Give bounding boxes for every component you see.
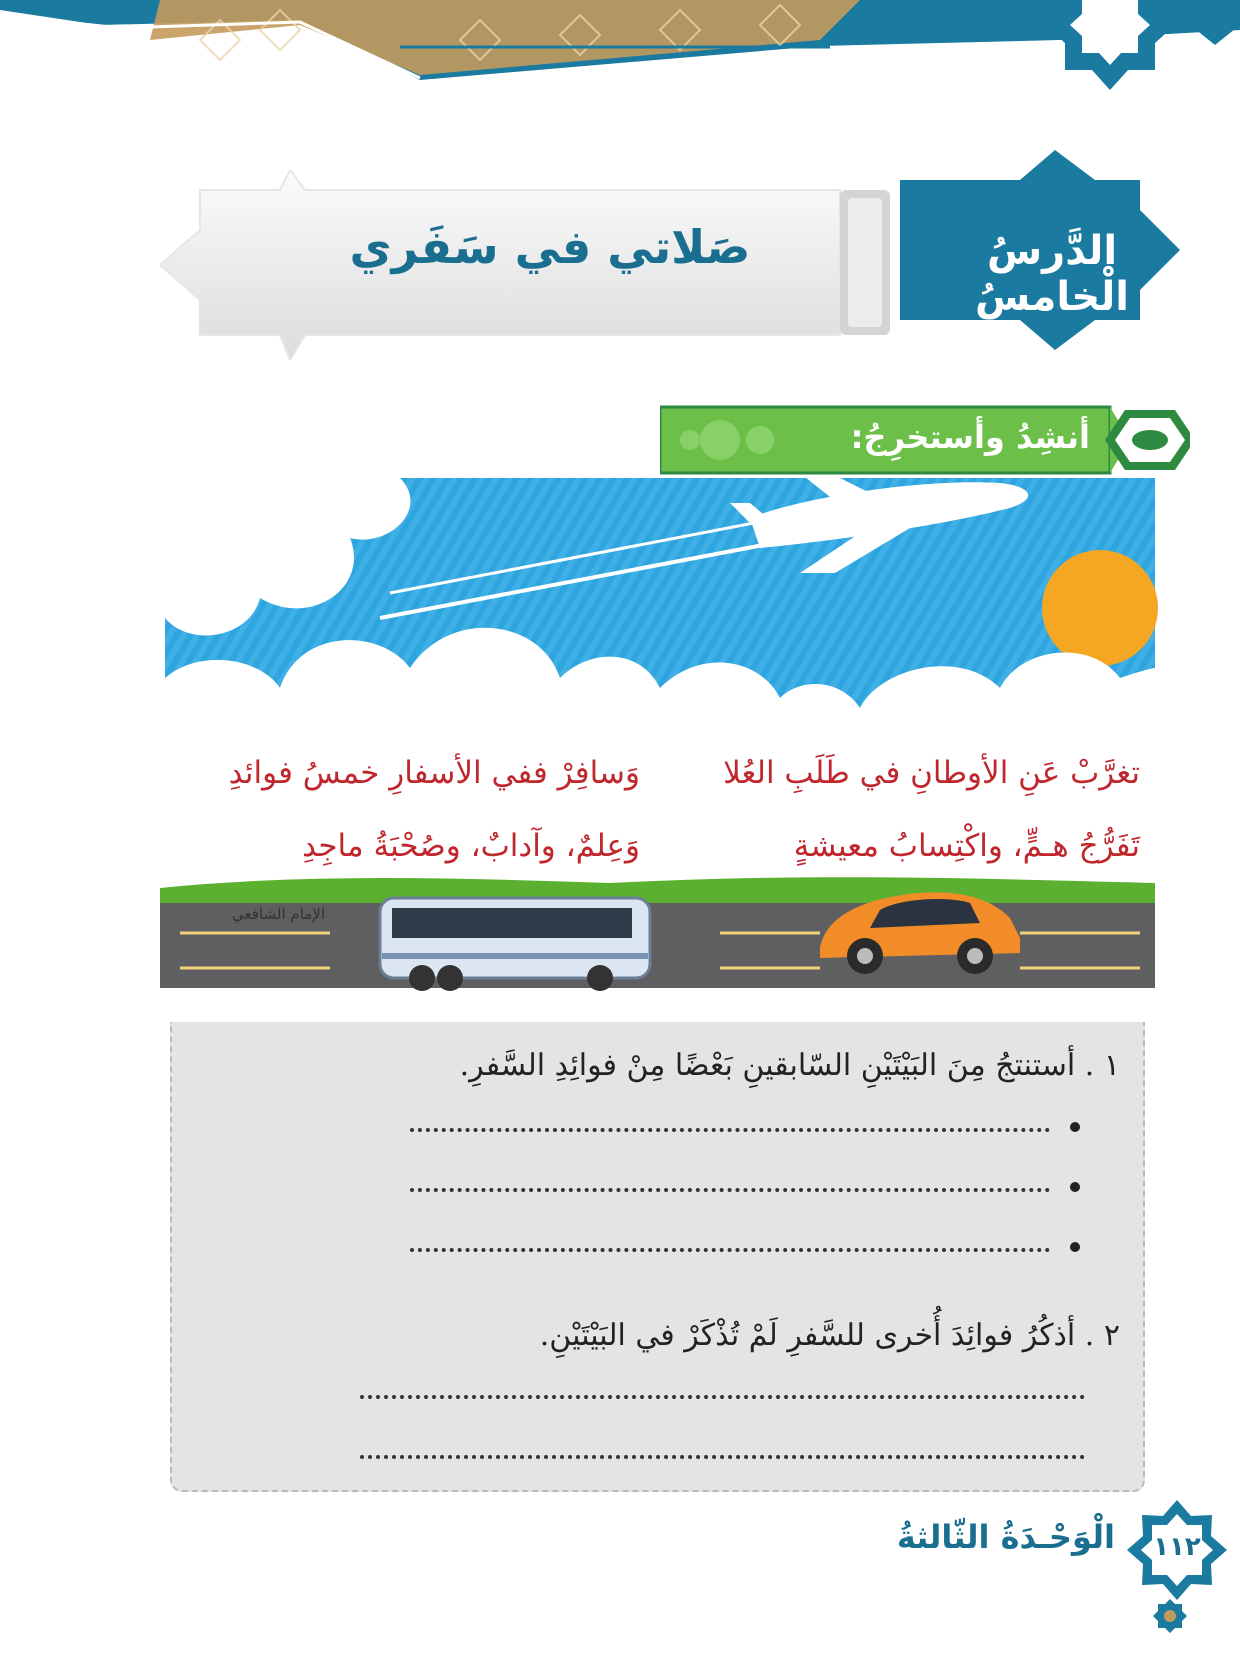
section-ornament-icon (1105, 410, 1190, 470)
section-title: أنشِدُ وأستخرِجُ: (850, 418, 1090, 456)
bus-icon (380, 898, 650, 991)
poem-verse-2-second-half: وَعِلمٌ، وآدابٌ، وصُحْبَةُ ماجِدِ (302, 828, 640, 864)
question-2 (540, 1318, 1120, 1353)
question-2-text: أذكُرُ فوائِدَ أُخرى للسَّفرِ لَمْ تُذْكَرْ في البَيْتَيْنِ. (539, 1318, 1076, 1353)
poet-name: الإمام الشافعي (232, 905, 325, 923)
top-star-ornament (1045, 0, 1175, 90)
answer-line-1[interactable] (410, 1128, 1050, 1132)
answer-line-4[interactable] (360, 1395, 1085, 1399)
unit-label: الْوَحْـدَةُ الثّالثةُ (896, 1518, 1115, 1556)
question-1 (460, 1048, 1120, 1083)
lesson-number-label: الدَّرسُ الْخامسُ (975, 228, 1129, 320)
answer-line-3[interactable] (410, 1248, 1050, 1252)
small-star-icon (1152, 1598, 1188, 1634)
travel-illustration (160, 478, 1160, 1023)
answer-bullet (1070, 1242, 1080, 1252)
answer-bullet (1070, 1122, 1080, 1132)
answer-line-2[interactable] (410, 1188, 1050, 1192)
question-2-number: ٢ . (1084, 1318, 1120, 1353)
answer-bullet (1070, 1182, 1080, 1192)
question-1-number: ١ . (1084, 1048, 1120, 1083)
poem-verse-1-second-half: وَسافِرْ ففي الأسفارِ خمسُ فوائدِ (228, 755, 640, 791)
lesson-title: صَلاتي في سَفَري (349, 220, 751, 274)
poem-verse-2-first-half: تَفَرُّجُ هـمٍّ، واكْتِسابُ معيشةٍ (793, 828, 1140, 864)
page-number: ١١٢ (1153, 1532, 1201, 1562)
poem-verse-1-first-half: تغرَّبْ عَنِ الأوطانِ في طَلَبِ العُلا (723, 755, 1140, 791)
question-1-text: أستنتجُ مِنَ البَيْتَيْنِ السّابقينِ بَعْضًا مِنْ فوائِدِ السَّفرِ. (459, 1048, 1076, 1083)
top-decorative-banner (0, 0, 1240, 110)
sun-icon (1042, 550, 1158, 666)
answer-line-5[interactable] (360, 1455, 1085, 1459)
questions-box (170, 1022, 1145, 1492)
